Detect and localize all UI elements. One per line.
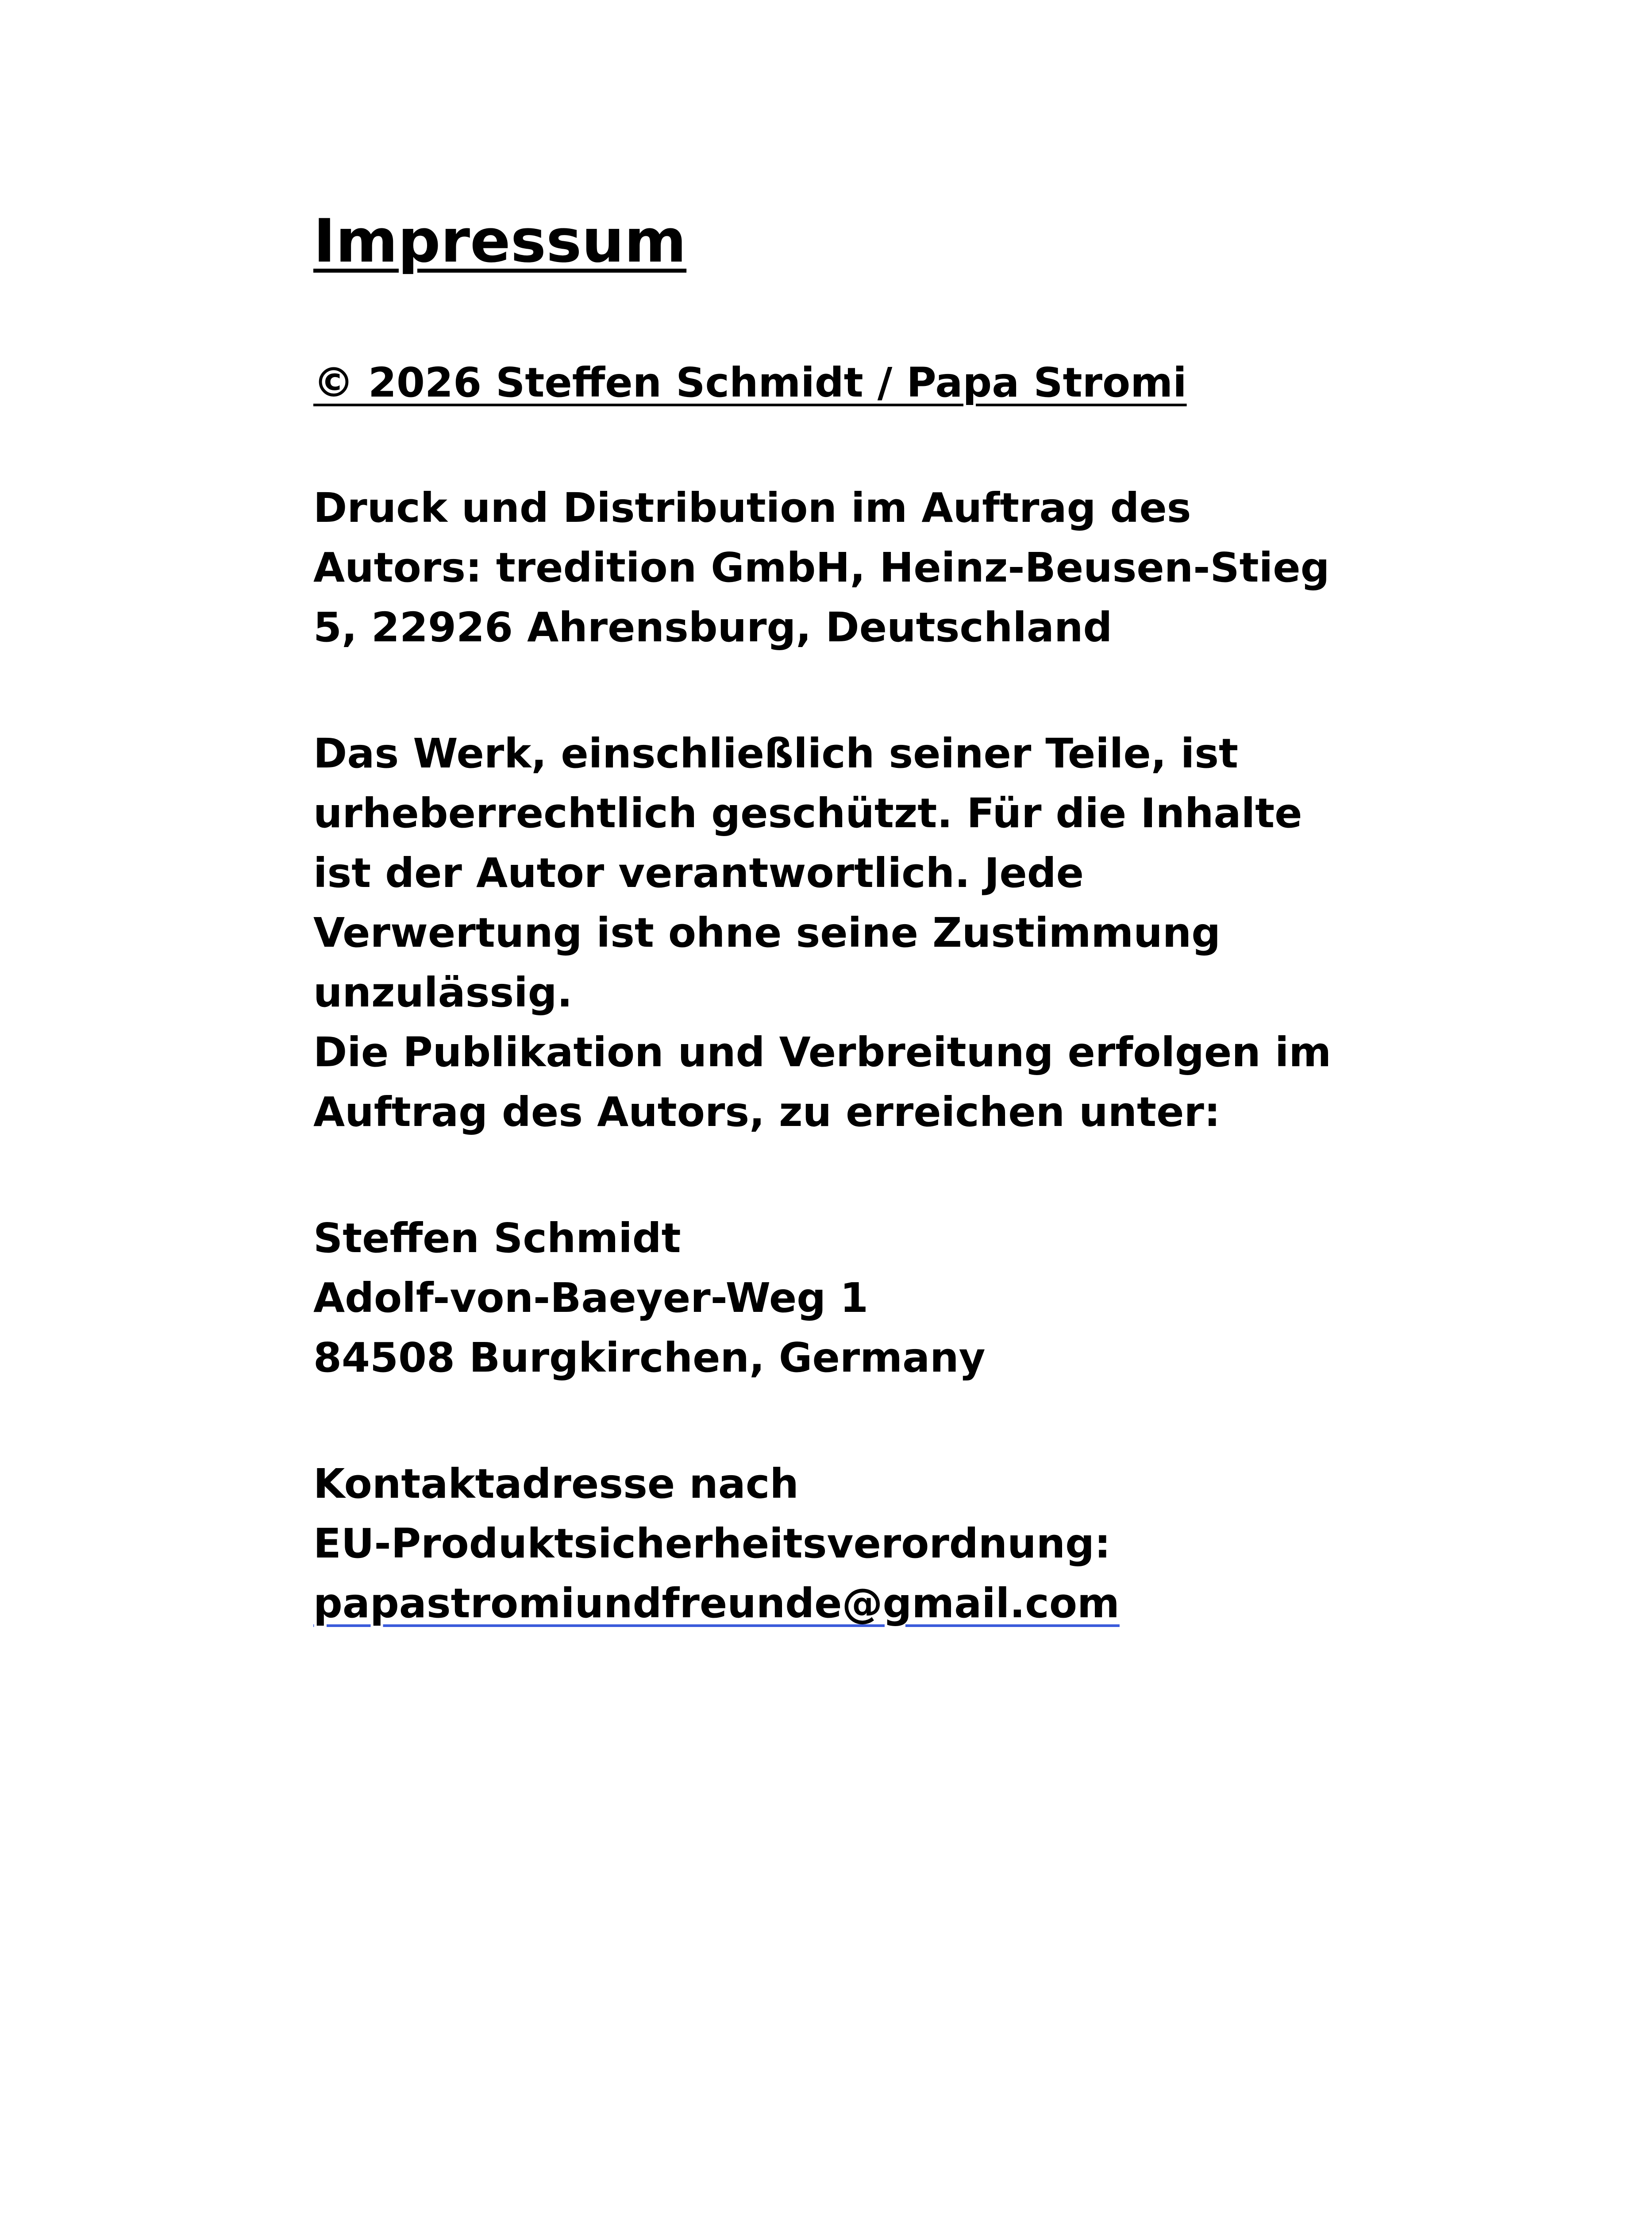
rights-line: Auftrag des Autors, zu erreichen unter: [313,1088,1221,1136]
copyright-rights-paragraph [313,724,1552,1142]
rights-line: ist der Autor verantwortlich. Jede [313,849,1084,897]
print-line: 5, 22926 Ahrensburg, Deutschland [313,604,1113,651]
rights-line: Verwertung ist ohne seine Zustimmung [313,909,1221,956]
contact-section [313,1454,1552,1633]
contact-label: EU-Produktsicherheitsverordnung: [313,1520,1111,1567]
copyright-notice: © 2026 Steffen Schmidt / Papa Stromi [313,359,1187,406]
print-line: Druck und Distribution im Auftrag des [313,484,1191,532]
page-title: Impressum [313,206,687,276]
contact-label: Kontaktadresse nach [313,1460,799,1507]
author-address [313,1208,1552,1388]
impressum-content [313,204,1552,1633]
author-city: 84508 Burgkirchen, Germany [313,1334,986,1381]
author-street: Adolf-von-Baeyer-Weg 1 [313,1274,869,1322]
print-line: Autors: tredition GmbH, Heinz-Beusen-Stieg [313,544,1330,591]
rights-line: urheberrechtlich geschützt. Für die Inhalte [313,790,1302,837]
contact-email-link[interactable]: papastromiundfreunde@gmail.com [313,1580,1120,1627]
rights-line: Die Publikation und Verbreitung erfolgen im [313,1029,1332,1076]
rights-line: Das Werk, einschließlich seiner Teile, ist [313,730,1238,777]
rights-line: unzulässig. [313,969,573,1016]
print-distribution-paragraph [313,478,1552,657]
author-name: Steffen Schmidt [313,1214,681,1262]
